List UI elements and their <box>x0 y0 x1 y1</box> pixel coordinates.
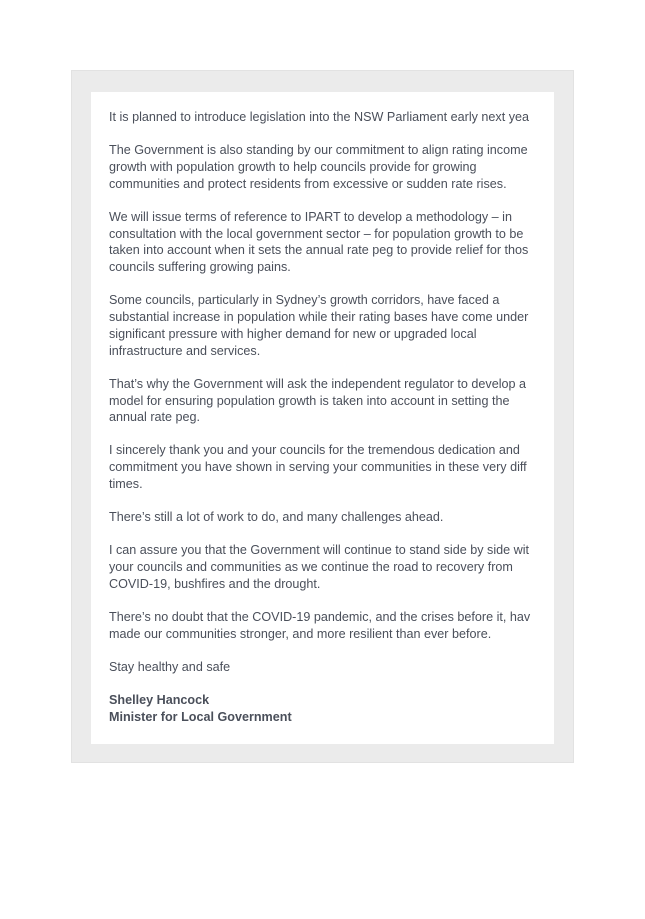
text-line: consultation with the local government sector – for population growth to be <box>109 226 524 241</box>
text-line: Stay healthy and safe <box>109 659 231 674</box>
text-line: Some councils, particularly in Sydney’s growth corridors, have faced a <box>109 293 500 308</box>
text-line: It is planned to introduce legislation into the NSW Parliament early next yea <box>109 110 530 124</box>
text-line: That’s why the Government will ask the independent regulator to develop a <box>109 376 527 391</box>
text-line: annual rate peg. <box>109 410 201 425</box>
text-line: times. <box>109 477 143 492</box>
text-line: model for ensuring population growth is taken into account in setting the <box>109 393 510 408</box>
paragraph-thanks <box>109 442 554 492</box>
paragraph-work-ahead <box>109 509 554 526</box>
text-line: growth with population growth to help councils provide for growing <box>109 159 477 174</box>
paragraph-closing <box>109 659 554 676</box>
text-line: significant pressure with higher demand for new or upgraded local <box>109 326 477 341</box>
text-line: councils suffering growing pains. <box>109 260 291 275</box>
paragraph-rating-income <box>109 142 554 192</box>
paragraph-resilience <box>109 609 554 643</box>
signatory-title: Minister for Local Government <box>109 709 292 724</box>
text-line: There’s still a lot of work to do, and many challenges ahead. <box>109 510 444 525</box>
paragraph-legislation <box>109 109 554 126</box>
text-line: your councils and communities as we continue the road to recovery from <box>109 560 513 575</box>
paragraph-regulator <box>109 376 554 426</box>
text-line: I sincerely thank you and your councils for the tremendous dedication and <box>109 443 520 458</box>
text-line: I can assure you that the Government will continue to stand side by side wit <box>109 543 530 558</box>
paragraph-growth-corridors <box>109 292 554 359</box>
text-line: The Government is also standing by our commitment to align rating income <box>109 143 528 158</box>
text-line: communities and protect residents from excessive or sudden rate rises. <box>109 176 507 191</box>
letter-body <box>109 109 554 725</box>
text-line: There’s no doubt that the COVID-19 pandemic, and the crises before it, hav <box>109 609 531 624</box>
signature-block <box>109 692 554 726</box>
text-line: We will issue terms of reference to IPART to develop a methodology – in <box>109 209 512 224</box>
paragraph-assurance <box>109 542 554 592</box>
text-line: made our communities stronger, and more resilient than ever before. <box>109 626 492 641</box>
text-line: commitment you have shown in serving your communities in these very diff <box>109 460 527 475</box>
letter-page <box>91 92 554 744</box>
text-line: COVID-19, bushfires and the drought. <box>109 576 321 591</box>
paragraph-ipart <box>109 209 554 276</box>
signatory-name: Shelley Hancock <box>109 692 210 707</box>
text-line: taken into account when it sets the annual rate peg to provide relief for thos <box>109 243 529 258</box>
text-line: infrastructure and services. <box>109 343 261 358</box>
text-line: substantial increase in population while their rating bases have come under <box>109 310 529 325</box>
